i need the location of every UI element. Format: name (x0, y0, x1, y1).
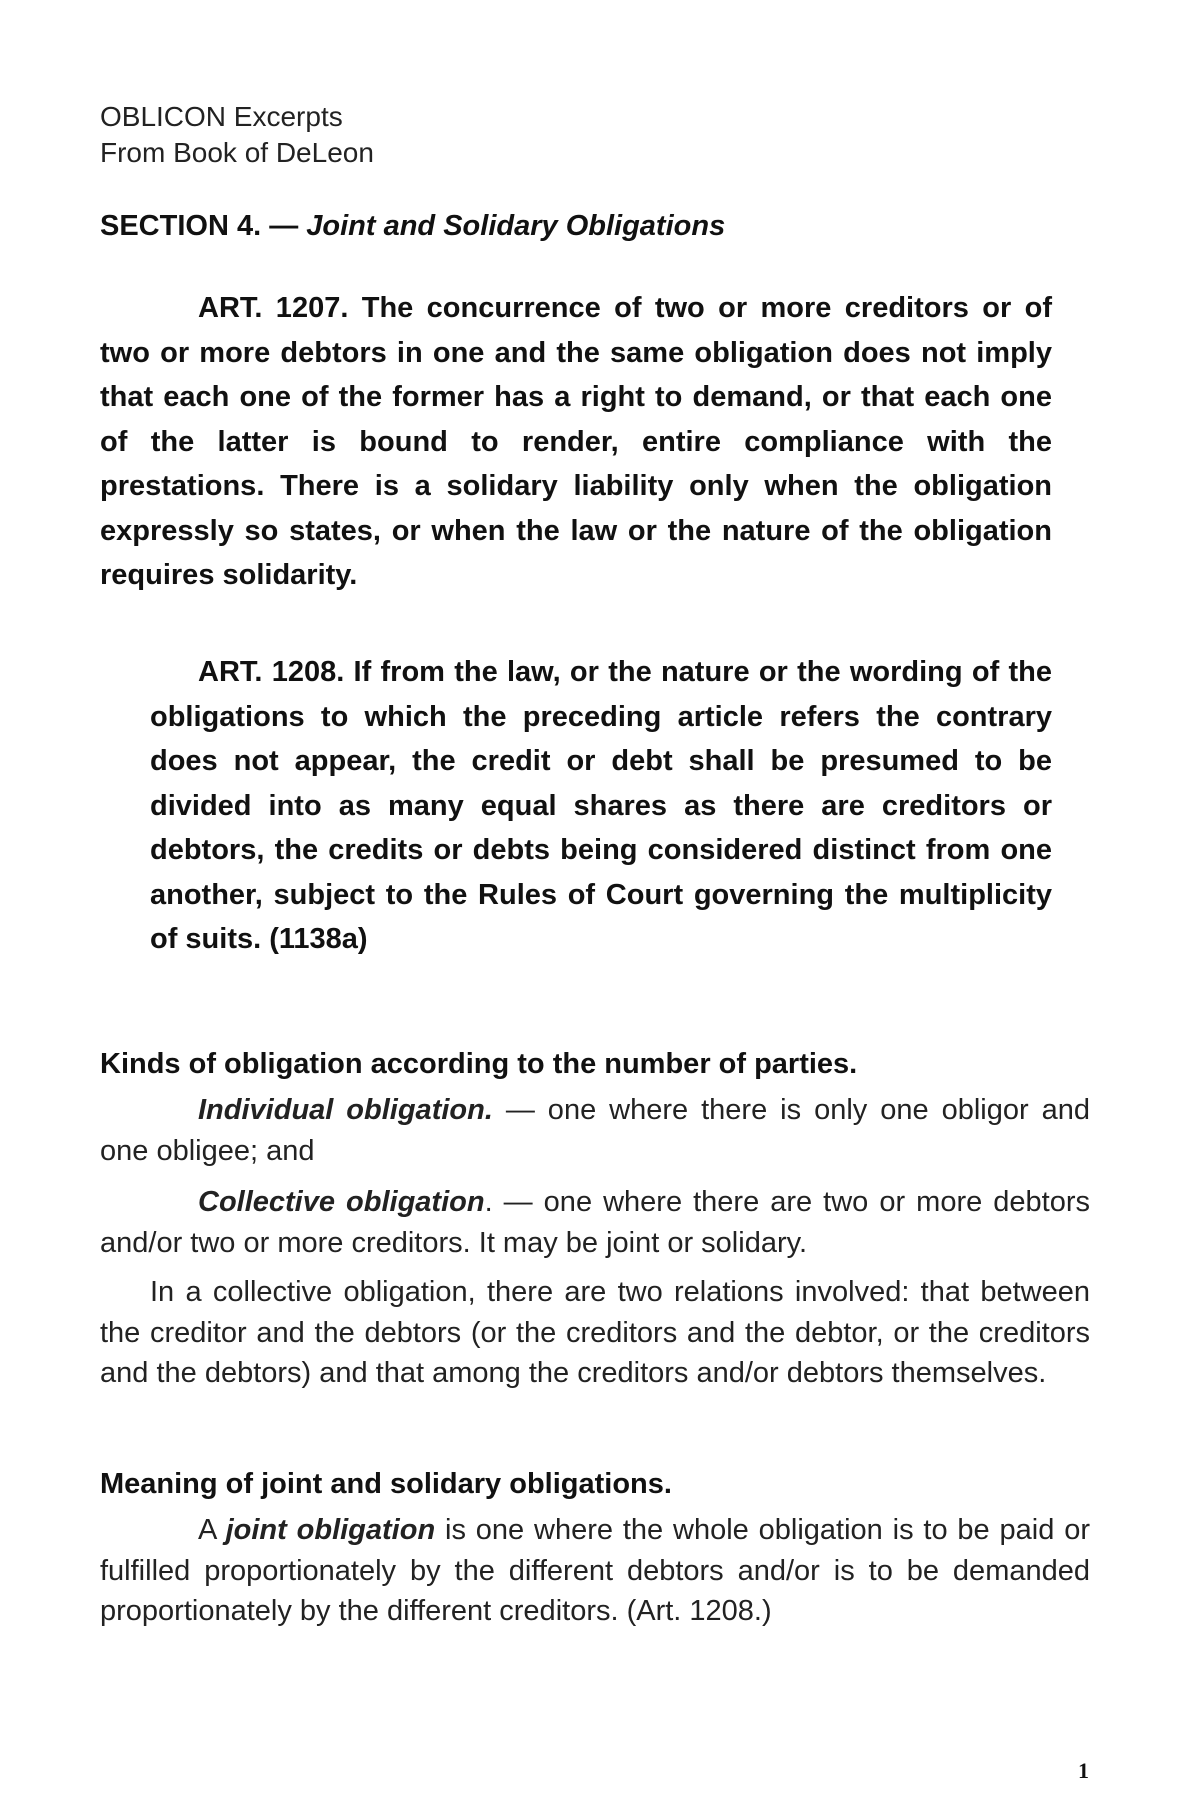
section-title: Joint and Solidary Obligations (306, 210, 726, 242)
article-1208-text: ART. 1208. If from the law, or the nature or the wording of the obligations to which the preceding article refers the contrary does not appear, the credit or debt shall be presumed to be divided into as many equal shares as there are creditors or debtors, the credits or debts being considered distinct from one another, subject to the Rules of Court governing the multiplicity of suits. (1138a) (150, 656, 1052, 955)
page-number: 1 (1078, 1758, 1089, 1783)
section-label: SECTION 4. — (100, 210, 299, 242)
joint-obligation-prefix: A (198, 1514, 226, 1546)
collective-obligation-text: . — one where there are two or more debtors and/or two or more creditors. It may be joint or solidary. (100, 1186, 1090, 1259)
joint-obligation-paragraph (100, 1510, 1090, 1632)
section-heading (100, 208, 725, 244)
collective-obligation-term: Collective obligation (198, 1186, 485, 1218)
article-1207 (100, 286, 1052, 598)
meaning-heading: Meaning of joint and solidary obligations. (100, 1468, 672, 1500)
document-title: OBLICON Excerpts (100, 101, 343, 132)
article-1207-text: ART. 1207. The concurrence of two or more creditors or of two or more debtors in one and the same obligation does not imply that each one of the former has a right to demand, or that each one of the latter is bound to render, entire compliance with the prestations. There is a solidary liability only when the obligation expressly so states, or when the law or the nature of the obligation requires solidarity. (100, 292, 1052, 591)
joint-obligation-term: joint obligation (225, 1514, 436, 1546)
individual-obligation-term: Individual obligation. (198, 1094, 493, 1126)
document-source: From Book of DeLeon (100, 137, 374, 168)
collective-relations-paragraph (100, 1272, 1090, 1394)
individual-obligation-text: — one where there is only one obligor and one obligee; and (100, 1094, 1090, 1167)
joint-obligation-text: is one where the whole obligation is to be paid or fulfilled proportionately by the different debtors and/or is to be demanded proportionately by the different creditors. (Art. 1208.) (100, 1514, 1090, 1627)
collective-relations-text: In a collective obligation, there are two relations involved: that between the creditor and the debtors (or the creditors and the debtor, or the creditors and the debtors) and that among the creditors and/or debtors themselves. (100, 1276, 1090, 1389)
collective-obligation-paragraph (100, 1182, 1090, 1263)
document-page (100, 0, 1090, 1800)
individual-obligation-paragraph (100, 1090, 1090, 1171)
kinds-heading: Kinds of obligation according to the number of parties. (100, 1048, 858, 1080)
article-1208 (150, 650, 1052, 962)
